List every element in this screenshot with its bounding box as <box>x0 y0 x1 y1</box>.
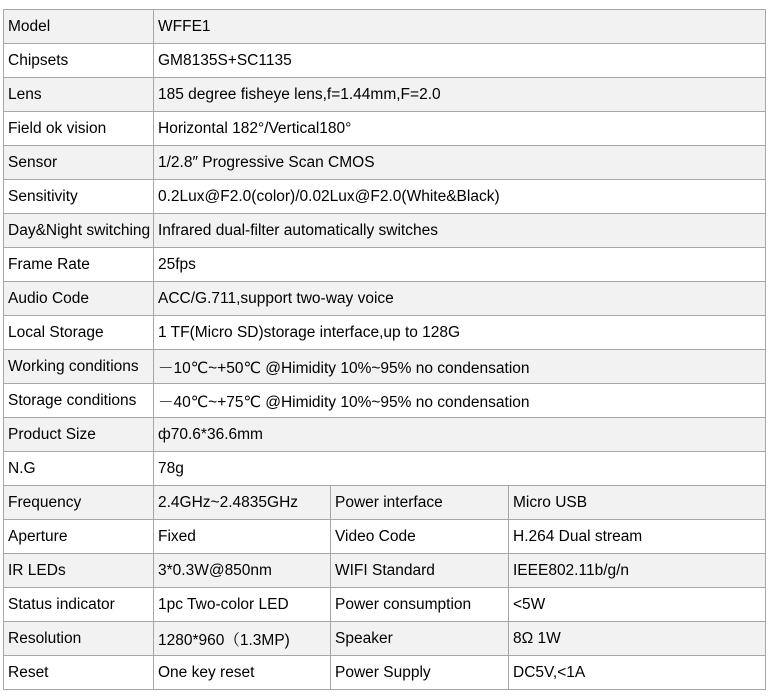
spec-row <box>4 316 766 350</box>
spec-label: Chipsets <box>4 44 154 78</box>
spec-value: 78g <box>154 452 766 486</box>
spec-row-split <box>4 656 766 690</box>
spec-label: Sensitivity <box>4 180 154 214</box>
spec-row-split <box>4 486 766 520</box>
spec-row <box>4 78 766 112</box>
spec-label: N.G <box>4 452 154 486</box>
spec-label: Frame Rate <box>4 248 154 282</box>
spec-value: －10℃~+50℃ @Himidity 10%~95% no condensation <box>154 350 766 384</box>
spec-label: Status indicator <box>4 588 154 622</box>
spec-row <box>4 44 766 78</box>
spec-value: ACC/G.711,support two-way voice <box>154 282 766 316</box>
spec-value: Micro USB <box>509 486 766 520</box>
spec-value: Infrared dual-filter automatically switches <box>154 214 766 248</box>
spec-value: 1 TF(Micro SD)storage interface,up to 128G <box>154 316 766 350</box>
spec-value: 8Ω 1W <box>509 622 766 656</box>
spec-label: Local Storage <box>4 316 154 350</box>
spec-value: 1pc Two-color LED <box>154 588 331 622</box>
spec-label: Power Supply <box>331 656 509 690</box>
spec-row <box>4 418 766 452</box>
spec-row-split <box>4 520 766 554</box>
spec-value: 0.2Lux@F2.0(color)/0.02Lux@F2.0(White&Black) <box>154 180 766 214</box>
spec-label: Day&Night switching <box>4 214 154 248</box>
spec-row-split <box>4 622 766 656</box>
spec-value: 185 degree fisheye lens,f=1.44mm,F=2.0 <box>154 78 766 112</box>
spec-row <box>4 282 766 316</box>
spec-row <box>4 452 766 486</box>
spec-label: Field ok vision <box>4 112 154 146</box>
spec-value: WFFE1 <box>154 10 766 44</box>
spec-label: Sensor <box>4 146 154 180</box>
spec-label: Product Size <box>4 418 154 452</box>
spec-row <box>4 384 766 418</box>
spec-label: Storage conditions <box>4 384 154 418</box>
spec-label: Power consumption <box>331 588 509 622</box>
spec-value: Horizontal 182°/Vertical180° <box>154 112 766 146</box>
spec-label: Video Code <box>331 520 509 554</box>
spec-label: Resolution <box>4 622 154 656</box>
spec-value: IEEE802.11b/g/n <box>509 554 766 588</box>
spec-label: Frequency <box>4 486 154 520</box>
spec-label: Model <box>4 10 154 44</box>
spec-label: Aperture <box>4 520 154 554</box>
spec-label: Working conditions <box>4 350 154 384</box>
spec-row <box>4 248 766 282</box>
spec-row-split <box>4 554 766 588</box>
spec-value: 1/2.8″ Progressive Scan CMOS <box>154 146 766 180</box>
spec-row <box>4 350 766 384</box>
spec-row <box>4 180 766 214</box>
spec-label: Reset <box>4 656 154 690</box>
spec-row <box>4 112 766 146</box>
spec-table <box>3 9 766 690</box>
spec-value: 3*0.3W@850nm <box>154 554 331 588</box>
spec-row <box>4 214 766 248</box>
spec-label: Audio Code <box>4 282 154 316</box>
spec-value: <5W <box>509 588 766 622</box>
spec-label: WIFI Standard <box>331 554 509 588</box>
spec-table-body <box>4 10 766 690</box>
spec-value: ф70.6*36.6mm <box>154 418 766 452</box>
spec-value: H.264 Dual stream <box>509 520 766 554</box>
spec-label: Lens <box>4 78 154 112</box>
spec-value: GM8135S+SC1135 <box>154 44 766 78</box>
spec-row-split <box>4 588 766 622</box>
spec-value: Fixed <box>154 520 331 554</box>
spec-value: DC5V,<1A <box>509 656 766 690</box>
spec-row <box>4 146 766 180</box>
spec-label: Speaker <box>331 622 509 656</box>
spec-value: 25fps <box>154 248 766 282</box>
spec-value: 1280*960（1.3MP) <box>154 622 331 656</box>
spec-label: IR LEDs <box>4 554 154 588</box>
spec-label: Power interface <box>331 486 509 520</box>
spec-row <box>4 10 766 44</box>
spec-value: One key reset <box>154 656 331 690</box>
spec-value: －40℃~+75℃ @Himidity 10%~95% no condensation <box>154 384 766 418</box>
spec-value: 2.4GHz~2.4835GHz <box>154 486 331 520</box>
